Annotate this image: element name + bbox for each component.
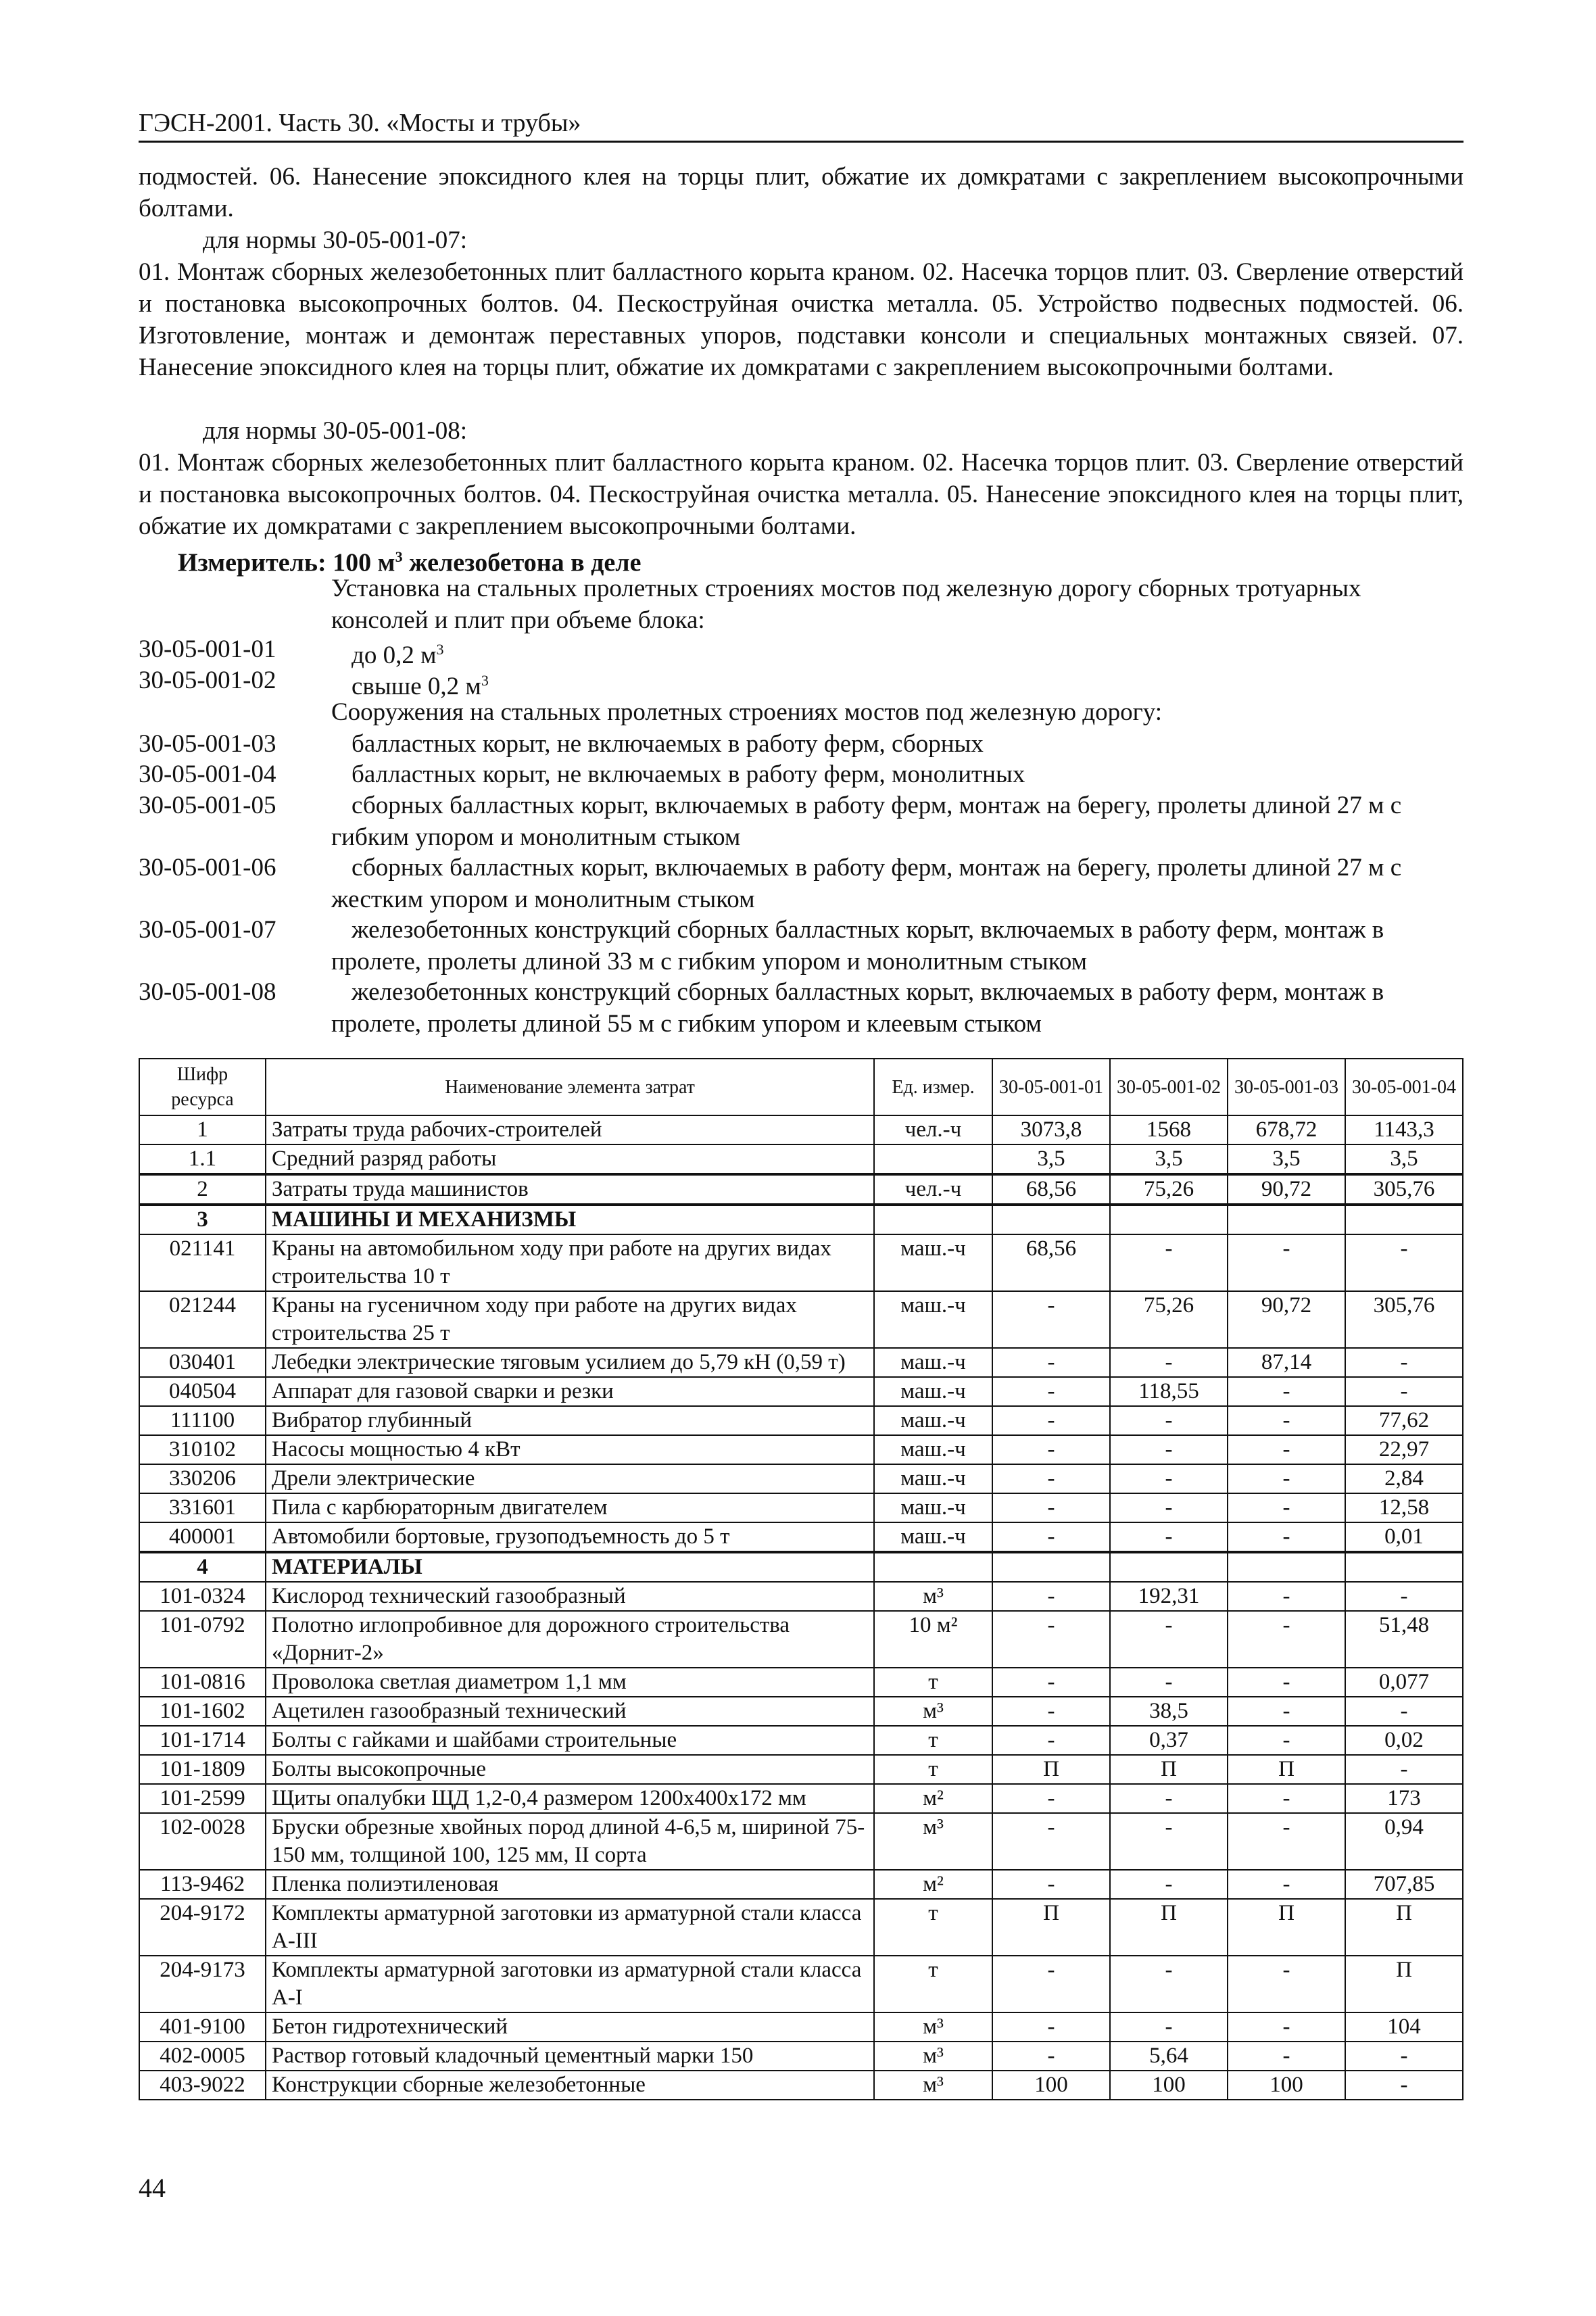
norm-title: [331, 852, 1474, 915]
value-cell: П: [1228, 1755, 1345, 1784]
resource-code-cell: 1.1: [139, 1144, 266, 1174]
resource-name-cell: Раствор готовый кладочный цементный марки 150: [266, 2042, 874, 2071]
value-cell: -: [1228, 1406, 1345, 1435]
value-cell: -: [1110, 1522, 1228, 1552]
norm-title-text: балластных корыт, не включаемых в работу ферм, сборных: [352, 730, 984, 758]
value-cell: 0,077: [1345, 1668, 1463, 1697]
unit-cell: м³: [874, 2012, 992, 2042]
value-cell: -: [992, 1784, 1110, 1813]
resource-name-cell: Насосы мощностью 4 кВт: [266, 1435, 874, 1464]
value-cell: 12,58: [1345, 1493, 1463, 1522]
value-cell: 68,56: [992, 1174, 1110, 1205]
norm-title-text: до 0,2 м: [352, 642, 437, 670]
table-row: [139, 1377, 1463, 1406]
unit-cell: маш.-ч: [874, 1435, 992, 1464]
table-row: [139, 1870, 1463, 1899]
value-cell: 1143,3: [1345, 1115, 1463, 1144]
value-cell: -: [1345, 1755, 1463, 1784]
resource-name-cell: Краны на гусеничном ходу при работе на других видах строительства 25 т: [266, 1291, 874, 1348]
resource-name-cell: Средний разряд работы: [266, 1144, 874, 1174]
value-cell: -: [992, 1435, 1110, 1464]
unit-cell: м³: [874, 1582, 992, 1611]
resource-name-cell: Конструкции сборные железобетонные: [266, 2071, 874, 2100]
value-cell: 104: [1345, 2012, 1463, 2042]
table-row: [139, 1348, 1463, 1377]
table-row: [139, 1784, 1463, 1813]
col-header-code: Шифр ресурса: [139, 1059, 266, 1115]
value-cell: П: [1110, 1899, 1228, 1956]
value-cell: -: [1345, 2071, 1463, 2100]
value-cell: 75,26: [1110, 1291, 1228, 1348]
resource-name-cell: МАШИНЫ И МЕХАНИЗМЫ: [266, 1205, 874, 1234]
unit-cell: м²: [874, 1870, 992, 1899]
resource-name-cell: Полотно иглопробивное для дорожного строительства «Дорнит-2»: [266, 1611, 874, 1668]
value-cell: -: [992, 1522, 1110, 1552]
resource-cost-table: [139, 1058, 1464, 2100]
unit-cell: маш.-ч: [874, 1234, 992, 1291]
composition-paragraph-08: 01. Монтаж сборных железобетонных плит балластного корыта краном. 02. Насечка торцов плит. 03. Сверление отверстий и постановка высокопрочных болтов. 04. Пескоструйная очистка металла. 05. Нанесение эпоксидного клея на торцы плит, обжатие их домкратами с закреплением высокопрочными болтами.: [139, 449, 1464, 540]
norm-title-text: балластных корыт, не включаемых в работу ферм, монолитных: [352, 761, 1025, 788]
resource-code-cell: 204-9172: [139, 1899, 266, 1956]
value-cell: -: [992, 2042, 1110, 2071]
value-cell: -: [1345, 2042, 1463, 2071]
table-row: [139, 1552, 1463, 1582]
resource-code-cell: 402-0005: [139, 2042, 266, 2071]
unit-cell: м³: [874, 1697, 992, 1726]
resource-name-cell: Пленка полиэтиленовая: [266, 1870, 874, 1899]
value-cell: П: [992, 1899, 1110, 1956]
value-cell: -: [1345, 1377, 1463, 1406]
value-cell: -: [1228, 1668, 1345, 1697]
table-row: [139, 2071, 1463, 2100]
norm-title-text: железобетонных конструкций сборных балластных корыт, включаемых в работу ферм, монтаж в пролете, пролеты длиной 55 м с гибким упором и клеевым стыком: [331, 978, 1384, 1038]
unit-cell: маш.-ч: [874, 1348, 992, 1377]
unit-cell: маш.-ч: [874, 1291, 992, 1348]
resource-name-cell: Комплекты арматурной заготовки из арматурной стали класса А-III: [266, 1899, 874, 1956]
table-row: [139, 2042, 1463, 2071]
value-cell: 75,26: [1110, 1174, 1228, 1205]
value-cell: -: [1228, 1493, 1345, 1522]
resource-name-cell: Краны на автомобильном ходу при работе на других видах строительства 10 т: [266, 1234, 874, 1291]
value-cell: -: [1228, 1611, 1345, 1668]
resource-name-cell: Аппарат для газовой сварки и резки: [266, 1377, 874, 1406]
norm-title: [331, 758, 1474, 790]
value-cell: 3,5: [1110, 1144, 1228, 1174]
resource-code-cell: 101-0816: [139, 1668, 266, 1697]
header-rule: [139, 141, 1464, 143]
table-row: [139, 1144, 1463, 1174]
value-cell: -: [1110, 1956, 1228, 2012]
value-cell: -: [1228, 1435, 1345, 1464]
resource-code-cell: 2: [139, 1174, 266, 1205]
norm-code: 30-05-001-05: [139, 792, 276, 819]
value-cell: -: [1110, 1611, 1228, 1668]
value-cell: -: [1228, 2012, 1345, 2042]
value-cell: 68,56: [992, 1234, 1110, 1291]
value-cell: -: [1110, 1493, 1228, 1522]
table-row: [139, 2012, 1463, 2042]
value-cell: -: [992, 1611, 1110, 1668]
value-cell: 0,02: [1345, 1726, 1463, 1755]
norm-title-text: сборных балластных корыт, включаемых в работу ферм, монтаж на берегу, пролеты длиной 27 м с гибким упором и монолитным стыком: [331, 792, 1402, 851]
unit-cell: т: [874, 1668, 992, 1697]
resource-code-cell: 403-9022: [139, 2071, 266, 2100]
resource-code-cell: 021141: [139, 1234, 266, 1291]
value-cell: [992, 1552, 1110, 1582]
table-row: [139, 1291, 1463, 1348]
resource-name-cell: Затраты труда машинистов: [266, 1174, 874, 1205]
resource-name-cell: Болты с гайками и шайбами строительные: [266, 1726, 874, 1755]
resource-name-cell: Автомобили бортовые, грузоподъемность до 5 т: [266, 1522, 874, 1552]
composition-paragraph-07: 01. Монтаж сборных железобетонных плит балластного корыта краном. 02. Насечка торцов плит. 03. Сверление отверстий и постановка высокопрочных болтов. 04. Пескоструйная очистка металла. 05. Устройство подвесных подмостей. 06. Изготовление, монтаж и демонтаж переставных упоров, подставки консоли и специальных монтажных связей. 07. Нанесение эпоксидного клея на торцы плит, обжатие их домкратами с закреплением высокопрочными болтами.: [139, 258, 1464, 381]
value-cell: П: [1110, 1755, 1228, 1784]
unit-cell: м³: [874, 1813, 992, 1870]
value-cell: -: [1110, 1435, 1228, 1464]
value-cell: 305,76: [1345, 1174, 1463, 1205]
value-cell: 51,48: [1345, 1611, 1463, 1668]
value-cell: [1228, 1205, 1345, 1234]
unit-cell: [874, 1144, 992, 1174]
value-cell: -: [1110, 1813, 1228, 1870]
norm-title-text: сборных балластных корыт, включаемых в работу ферм, монтаж на берегу, пролеты длиной 27 м с жестким упором и монолитным стыком: [331, 854, 1402, 913]
value-cell: 3073,8: [992, 1115, 1110, 1144]
value-cell: 0,01: [1345, 1522, 1463, 1552]
value-cell: -: [1228, 1956, 1345, 2012]
page-number: 44: [139, 2173, 166, 2203]
resource-code-cell: 101-0792: [139, 1611, 266, 1668]
resource-name-cell: Вибратор глубинный: [266, 1406, 874, 1435]
value-cell: 0,94: [1345, 1813, 1463, 1870]
table-row: [139, 1813, 1463, 1870]
value-cell: [1228, 1552, 1345, 1582]
norm-code: 30-05-001-03: [139, 730, 276, 758]
norm-title: [331, 976, 1474, 1040]
value-cell: 678,72: [1228, 1115, 1345, 1144]
resource-name-cell: Затраты труда рабочих-строителей: [266, 1115, 874, 1144]
value-cell: 90,72: [1228, 1174, 1345, 1205]
table-row: [139, 1464, 1463, 1493]
table-row: [139, 1726, 1463, 1755]
table-row: [139, 1435, 1463, 1464]
resource-code-cell: 4: [139, 1552, 266, 1582]
value-cell: -: [1345, 1582, 1463, 1611]
value-cell: -: [1228, 1813, 1345, 1870]
group-title-installation: Установка на стальных пролетных строениях мостов под железную дорогу сборных тротуарных консолей и плит при объеме блока:: [331, 575, 1361, 634]
value-cell: -: [1228, 1582, 1345, 1611]
norm-heading-08: для нормы 30-05-001-08:: [203, 417, 468, 445]
value-cell: 118,55: [1110, 1377, 1228, 1406]
value-cell: -: [1228, 1234, 1345, 1291]
norm-title-sup: 3: [436, 641, 444, 658]
table-row: [139, 1234, 1463, 1291]
resource-code-cell: 330206: [139, 1464, 266, 1493]
unit-cell: чел.-ч: [874, 1115, 992, 1144]
value-cell: П: [1345, 1956, 1463, 2012]
col-header-30-05-001-02: 30-05-001-02: [1110, 1059, 1228, 1115]
value-cell: [1110, 1205, 1228, 1234]
col-header-name: Наименование элемента затрат: [266, 1059, 874, 1115]
value-cell: -: [1345, 1697, 1463, 1726]
value-cell: 22,97: [1345, 1435, 1463, 1464]
resource-code-cell: 3: [139, 1205, 266, 1234]
col-header-30-05-001-01: 30-05-001-01: [992, 1059, 1110, 1115]
value-cell: 100: [1110, 2071, 1228, 2100]
value-cell: 5,64: [1110, 2042, 1228, 2071]
unit-cell: м³: [874, 2042, 992, 2071]
value-cell: -: [992, 1464, 1110, 1493]
unit-cell: т: [874, 1899, 992, 1956]
value-cell: -: [992, 1291, 1110, 1348]
resource-code-cell: 101-1602: [139, 1697, 266, 1726]
value-cell: -: [992, 1493, 1110, 1522]
value-cell: П: [1228, 1899, 1345, 1956]
resource-code-cell: 204-9173: [139, 1956, 266, 2012]
table-row: [139, 1493, 1463, 1522]
value-cell: -: [1110, 1464, 1228, 1493]
value-cell: -: [1228, 2042, 1345, 2071]
resource-code-cell: 401-9100: [139, 2012, 266, 2042]
value-cell: 192,31: [1110, 1582, 1228, 1611]
table-row: [139, 1522, 1463, 1552]
value-cell: 707,85: [1345, 1870, 1463, 1899]
value-cell: 0,37: [1110, 1726, 1228, 1755]
resource-name-cell: Кислород технический газообразный: [266, 1582, 874, 1611]
value-cell: [1345, 1552, 1463, 1582]
table-row: [139, 1697, 1463, 1726]
resource-code-cell: 102-0028: [139, 1813, 266, 1870]
resource-name-cell: Ацетилен газообразный технический: [266, 1697, 874, 1726]
norm-title-text: свыше 0,2 м: [352, 673, 481, 701]
value-cell: -: [992, 1813, 1110, 1870]
value-cell: -: [1110, 1784, 1228, 1813]
value-cell: -: [1228, 1377, 1345, 1406]
resource-code-cell: 331601: [139, 1493, 266, 1522]
unit-cell: [874, 1205, 992, 1234]
value-cell: -: [1228, 1464, 1345, 1493]
table-row: [139, 1174, 1463, 1205]
unit-cell: [874, 1552, 992, 1582]
unit-cell: т: [874, 1755, 992, 1784]
meter-sup: 3: [395, 548, 403, 565]
value-cell: -: [1110, 1348, 1228, 1377]
resource-code-cell: 400001: [139, 1522, 266, 1552]
meter-rest: железобетона в деле: [402, 548, 642, 577]
unit-cell: 10 м²: [874, 1611, 992, 1668]
col-header-30-05-001-04: 30-05-001-04: [1345, 1059, 1463, 1115]
table-row: [139, 1899, 1463, 1956]
unit-cell: маш.-ч: [874, 1493, 992, 1522]
unit-cell: т: [874, 1726, 992, 1755]
norm-code: 30-05-001-01: [139, 635, 276, 663]
value-cell: [1345, 1205, 1463, 1234]
value-cell: 173: [1345, 1784, 1463, 1813]
col-header-unit: Ед. измер.: [874, 1059, 992, 1115]
unit-cell: маш.-ч: [874, 1464, 992, 1493]
norm-title: [331, 665, 1474, 702]
resource-code-cell: 101-0324: [139, 1582, 266, 1611]
value-cell: -: [1228, 1522, 1345, 1552]
value-cell: -: [1110, 2012, 1228, 2042]
value-cell: 3,5: [992, 1144, 1110, 1174]
resource-code-cell: 101-2599: [139, 1784, 266, 1813]
value-cell: -: [1110, 1870, 1228, 1899]
norm-title: [331, 790, 1474, 853]
running-header: ГЭСН-2001. Часть 30. «Мосты и трубы»: [139, 109, 581, 137]
value-cell: П: [1345, 1899, 1463, 1956]
value-cell: 87,14: [1228, 1348, 1345, 1377]
value-cell: 77,62: [1345, 1406, 1463, 1435]
value-cell: -: [1345, 1348, 1463, 1377]
table-row: [139, 1406, 1463, 1435]
resource-name-cell: Лебедки электрические тяговым усилием до 5,79 кН (0,59 т): [266, 1348, 874, 1377]
resource-name-cell: Проволока светлая диаметром 1,1 мм: [266, 1668, 874, 1697]
group-title-structures: Сооружения на стальных пролетных строениях мостов под железную дорогу:: [331, 698, 1163, 726]
unit-cell: т: [874, 1956, 992, 2012]
value-cell: -: [1110, 1406, 1228, 1435]
table-row: [139, 1755, 1463, 1784]
unit-cell: маш.-ч: [874, 1522, 992, 1552]
norm-code: 30-05-001-02: [139, 667, 276, 694]
value-cell: -: [992, 1726, 1110, 1755]
value-cell: -: [992, 1406, 1110, 1435]
table-row: [139, 1115, 1463, 1144]
value-cell: -: [992, 2012, 1110, 2042]
norm-title: [331, 728, 1474, 760]
value-cell: -: [1228, 1726, 1345, 1755]
table-row: [139, 1582, 1463, 1611]
norm-heading-07: для нормы 30-05-001-07:: [203, 226, 468, 254]
table-row: [139, 1205, 1463, 1234]
value-cell: -: [992, 1870, 1110, 1899]
value-cell: [1110, 1552, 1228, 1582]
table-body: [139, 1115, 1463, 2100]
value-cell: -: [1110, 1668, 1228, 1697]
table-row: [139, 1956, 1463, 2012]
value-cell: П: [992, 1755, 1110, 1784]
value-cell: -: [1228, 1784, 1345, 1813]
resource-code-cell: 021244: [139, 1291, 266, 1348]
resource-name-cell: Бруски обрезные хвойных пород длиной 4-6,5 м, шириной 75-150 мм, толщиной 100, 125 мм, II сорта: [266, 1813, 874, 1870]
unit-cell: маш.-ч: [874, 1377, 992, 1406]
unit-cell: м³: [874, 2071, 992, 2100]
resource-name-cell: Дрели электрические: [266, 1464, 874, 1493]
norm-code: 30-05-001-04: [139, 761, 276, 788]
value-cell: 3,5: [1228, 1144, 1345, 1174]
resource-name-cell: Щиты опалубки ЩД 1,2-0,4 размером 1200х400х172 мм: [266, 1784, 874, 1813]
value-cell: 100: [1228, 2071, 1345, 2100]
resource-code-cell: 040504: [139, 1377, 266, 1406]
table-row: [139, 1668, 1463, 1697]
value-cell: -: [1228, 1870, 1345, 1899]
resource-code-cell: 101-1714: [139, 1726, 266, 1755]
value-cell: -: [1228, 1697, 1345, 1726]
norm-code: 30-05-001-07: [139, 916, 276, 944]
resource-name-cell: Пила с карбюраторным двигателем: [266, 1493, 874, 1522]
value-cell: 38,5: [1110, 1697, 1228, 1726]
resource-name-cell: Комплекты арматурной заготовки из арматурной стали класса А-I: [266, 1956, 874, 2012]
unit-cell: м²: [874, 1784, 992, 1813]
unit-cell: маш.-ч: [874, 1406, 992, 1435]
col-header-30-05-001-03: 30-05-001-03: [1228, 1059, 1345, 1115]
value-cell: -: [992, 1377, 1110, 1406]
resource-code-cell: 1: [139, 1115, 266, 1144]
value-cell: -: [992, 1668, 1110, 1697]
norm-title-sup: 3: [481, 672, 489, 689]
value-cell: -: [992, 1582, 1110, 1611]
value-cell: -: [992, 1348, 1110, 1377]
value-cell: 1568: [1110, 1115, 1228, 1144]
value-cell: [992, 1205, 1110, 1234]
norm-code: 30-05-001-08: [139, 978, 276, 1006]
value-cell: 90,72: [1228, 1291, 1345, 1348]
unit-cell: чел.-ч: [874, 1174, 992, 1205]
norm-code: 30-05-001-06: [139, 854, 276, 882]
resource-code-cell: 030401: [139, 1348, 266, 1377]
resource-name-cell: МАТЕРИАЛЫ: [266, 1552, 874, 1582]
resource-name-cell: Бетон гидротехнический: [266, 2012, 874, 2042]
value-cell: -: [992, 1956, 1110, 2012]
value-cell: 3,5: [1345, 1144, 1463, 1174]
table-row: [139, 1611, 1463, 1668]
resource-name-cell: Болты высокопрочные: [266, 1755, 874, 1784]
composition-paragraph: подмостей. 06. Нанесение эпоксидного клея на торцы плит, обжатие их домкратами с закреплением высокопрочными болтами.: [139, 163, 1464, 222]
value-cell: -: [1110, 1234, 1228, 1291]
norm-title-text: железобетонных конструкций сборных балластных корыт, включаемых в работу ферм, монтаж в пролете, пролеты длиной 33 м с гибким упором и монолитным стыком: [331, 916, 1384, 975]
resource-code-cell: 310102: [139, 1435, 266, 1464]
norm-title: [331, 914, 1474, 978]
value-cell: 305,76: [1345, 1291, 1463, 1348]
resource-code-cell: 101-1809: [139, 1755, 266, 1784]
meter-label: Измеритель: 100 м: [178, 548, 395, 577]
value-cell: -: [992, 1697, 1110, 1726]
value-cell: 2,84: [1345, 1464, 1463, 1493]
value-cell: 100: [992, 2071, 1110, 2100]
resource-code-cell: 113-9462: [139, 1870, 266, 1899]
resource-code-cell: 111100: [139, 1406, 266, 1435]
value-cell: -: [1345, 1234, 1463, 1291]
